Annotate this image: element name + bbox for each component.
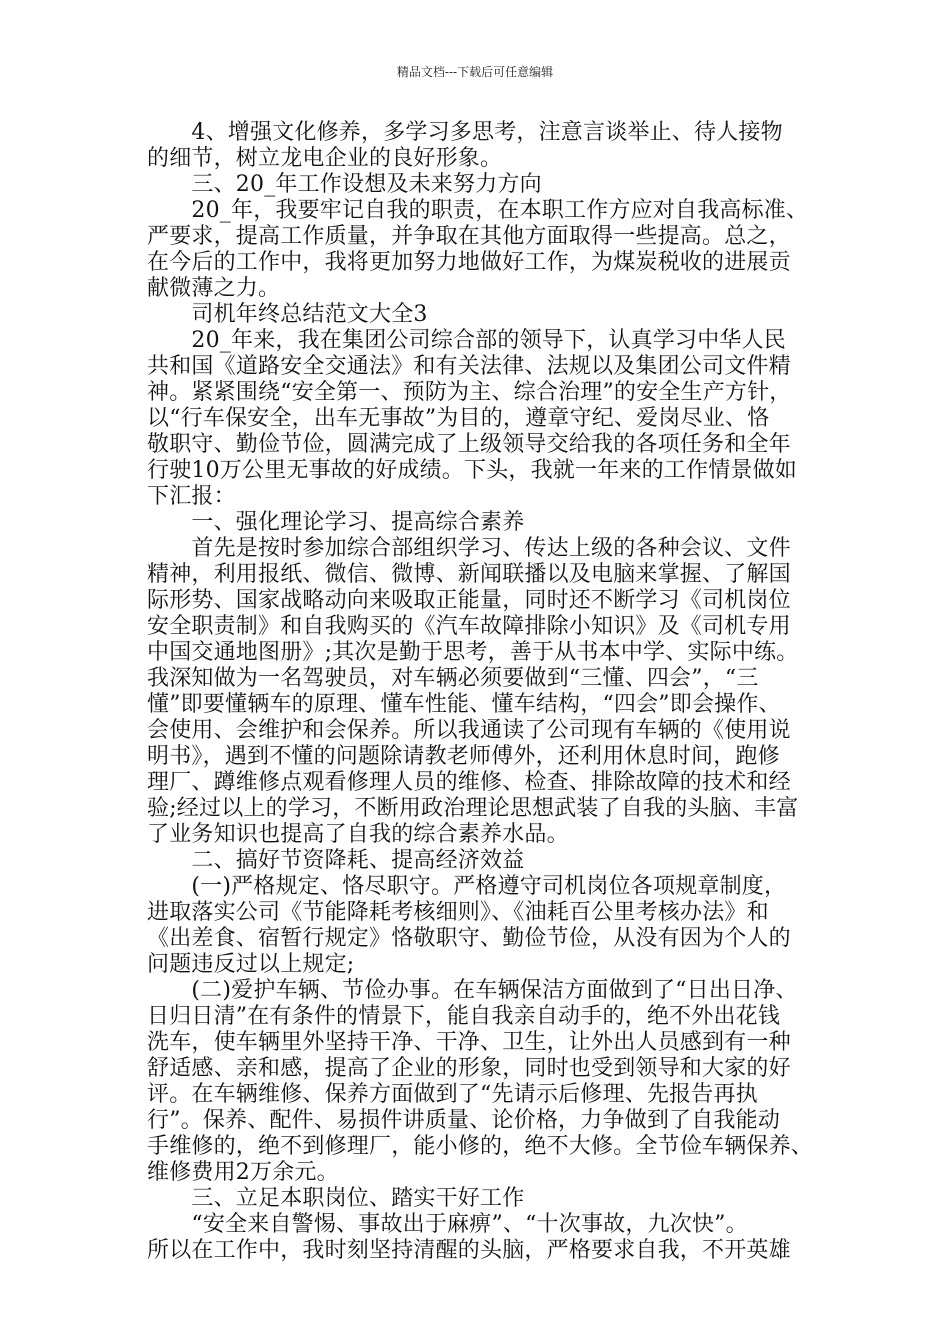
text-line: 手维修的，绝不到修理厂，能小修的，绝不大修。全节俭车辆保养、 [147, 1134, 814, 1159]
text-line: 神。紧紧围绕“安全第一、预防为主、综合治理”的安全生产方针， [147, 380, 792, 405]
text-line: 在今后的工作中，我将更加努力地做好工作，为煤炭税收的进展贡 [147, 250, 791, 275]
text-line: 所以在工作中，我时刻坚持清醒的头脑，严格要求自我，不开英雄 [147, 1238, 791, 1263]
page-header: 精品文档---下载后可任意编辑 [396, 65, 554, 79]
text-line: 共和国《道路安全交通法》和有关法律、法规以及集团公司文件精 [147, 354, 791, 379]
text-line: 际形势、国家战略动向来吸取正能量，同时还不断学习《司机岗位 [147, 588, 791, 613]
text-line: 20_年，我要牢记自我的职责，在本职工作方应对自我高标准、 [147, 198, 809, 223]
text-line: (二)爱护车辆、节俭办事。在车辆保洁方面做到了“日出日净、 [147, 978, 798, 1003]
text-line: 20_年来，我在集团公司综合部的领导下，认真学习中华人民 [147, 328, 786, 353]
text-line: 行驶10万公里无事故的好成绩。下头，我就一年来的工作情景做如 [147, 458, 797, 483]
text-line: 《出差食、宿暂行规定》恪敬职守、勤俭节俭，从没有因为个人的 [147, 926, 791, 951]
text-line: 问题违反过以上规定; [147, 952, 355, 977]
text-line: 以“行车保安全，出车无事故”为目的，遵章守纪、爱岗尽业、恪 [147, 406, 770, 431]
text-line: 行”。保养、配件、易损件讲质量、论价格，力争做到了自我能动 [147, 1108, 781, 1133]
text-line: 会使用、会维护和会保养。所以我通读了公司现有车辆的《使用说 [147, 718, 791, 743]
text-line: 理厂、蹲维修点观看修理人员的维修、检查、排除故障的技术和经 [147, 770, 791, 795]
text-line: 中国交通地图册》;其次是勤于思考，善于从书本中学、实际中练。 [147, 640, 799, 665]
article-title: 司机年终总结范文大全3 [147, 302, 428, 327]
section-heading: 一、强化理论学习、提高综合素养 [147, 510, 525, 535]
text-line: 4、增强文化修养，多学习多思考，注意言谈举止、待人接物 [147, 120, 783, 145]
text-line: 严要求，提高工作质量，并争取在其他方面取得一些提高。总之， [147, 224, 791, 249]
text-line: 了业务知识也提高了自我的综合素养水品。 [147, 822, 569, 847]
text-line: 日归日清”在有条件的情景下，能自我亲自动手的，绝不外出花钱 [147, 1004, 781, 1029]
document-body [147, 120, 814, 1264]
text-line: 献微薄之力。 [147, 276, 281, 301]
text-line: 我深知做为一名驾驶员，对车辆必须要做到“三懂、四会”，“三 [147, 666, 759, 691]
section-heading: 三、立足本职岗位、踏实干好工作 [147, 1186, 525, 1211]
section-heading: 三、20_年工作设想及未来努力方向 [147, 172, 542, 197]
text-line: 洗车，使车辆里外坚持干净、干净、卫生，让外出人员感到有一种 [147, 1030, 791, 1055]
text-line: 进取落实公司《节能降耗考核细则》、《油耗百公里考核办法》和 [147, 900, 769, 925]
text-line: 评。在车辆维修、保养方面做到了“先请示后修理、先报告再执 [147, 1082, 758, 1107]
text-line: 舒适感、亲和感，提高了企业的形象，同时也受到领导和大家的好 [147, 1056, 791, 1081]
text-line: 首先是按时参加综合部组织学习、传达上级的各种会议、文件 [147, 536, 791, 561]
section-heading: 二、搞好节资降耗、提高经济效益 [147, 848, 525, 873]
text-line: 下汇报： [147, 484, 236, 509]
text-line: 安全职责制》和自我购买的《汽车故障排除小知识》及《司机专用 [147, 614, 791, 639]
text-line: (一)严格规定、恪尽职守。严格遵守司机岗位各项规章制度， [147, 874, 787, 899]
text-line: 验;经过以上的学习，不断用政治理论思想武装了自我的头脑、丰富 [147, 796, 799, 821]
text-line: 敬职守、勤俭节俭，圆满完成了上级领导交给我的各项任务和全年 [147, 432, 791, 457]
text-line: “安全来自警惕、事故出于麻痹”、“十次事故，九次快”。 [147, 1212, 748, 1237]
text-line: 维修费用2万余元。 [147, 1160, 339, 1185]
text-line: 懂”即要懂辆车的原理、懂车性能、懂车结构，“四会”即会操作、 [147, 692, 781, 717]
text-line: 精神，利用报纸、微信、微博、新闻联播以及电脑来掌握、了解国 [147, 562, 791, 587]
text-line: 明书》，遇到不懂的问题除请教老师傅外，还利用休息时间，跑修 [147, 744, 780, 769]
text-line: 的细节，树立龙电企业的良好形象。 [147, 146, 503, 171]
